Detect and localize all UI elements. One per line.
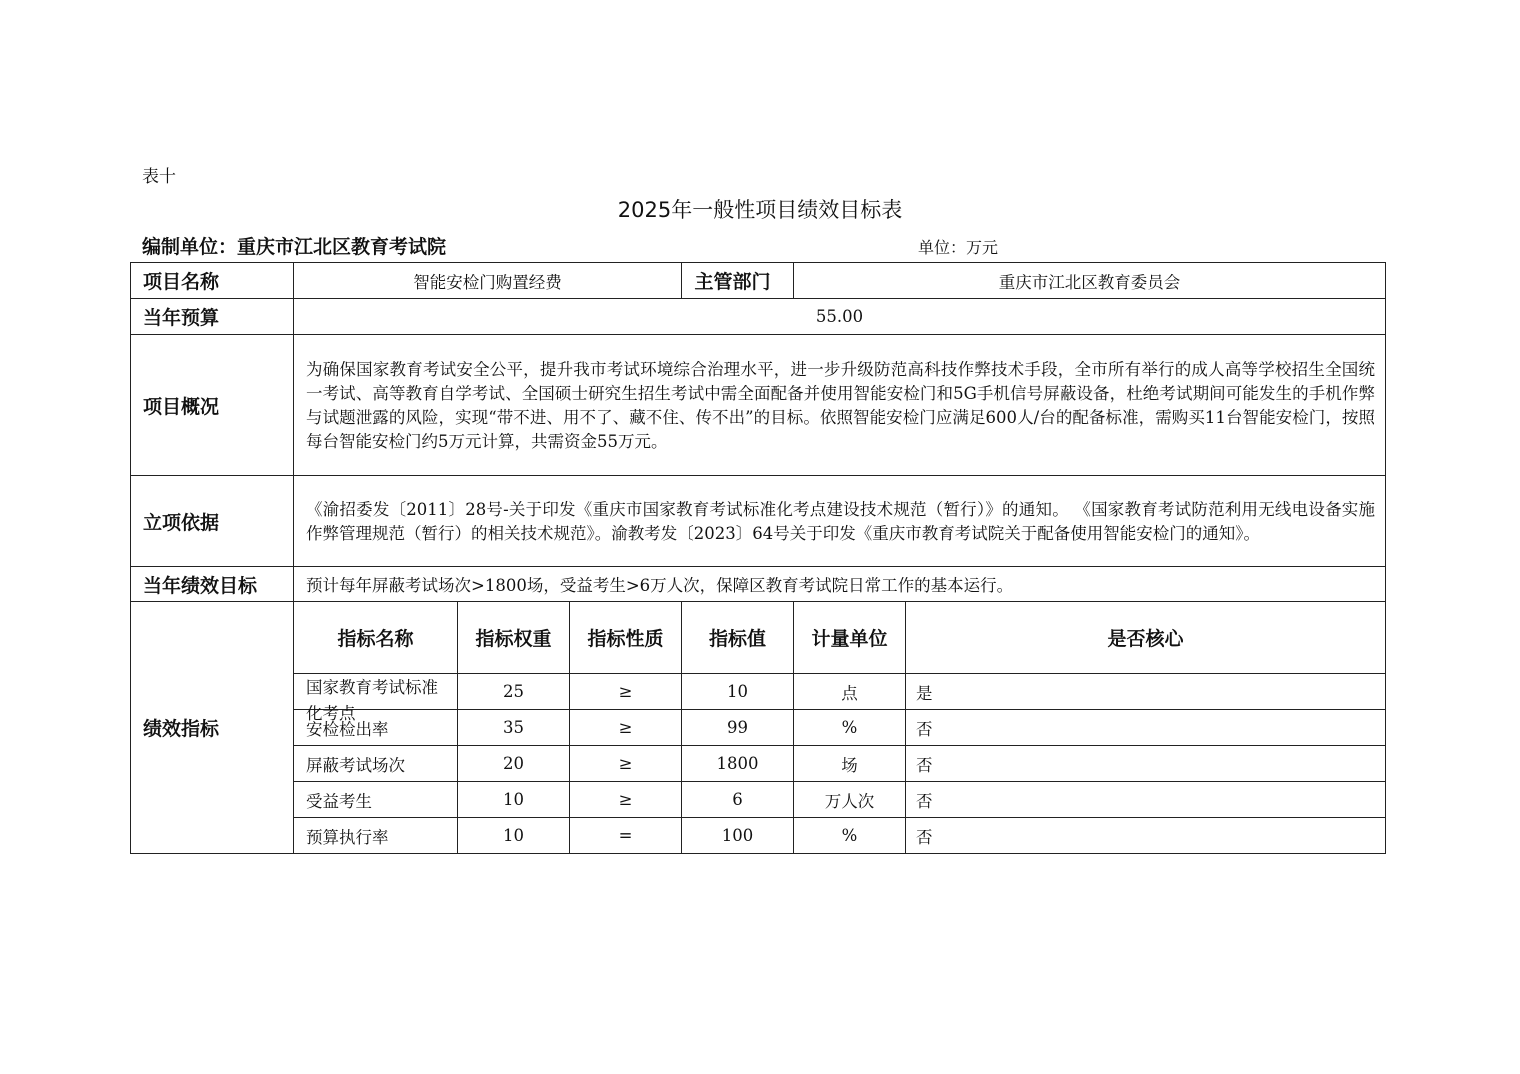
goal-text: 预计每年屏蔽考试场次>1800场，受益考生>6万人次，保障区教育考试院日常工作的基本运行。 — [294, 567, 1386, 602]
basis-row — [131, 476, 1386, 567]
overview-row — [131, 335, 1386, 476]
basis-text: 《渝招委发〔2011〕28号-关于印发《重庆市国家教育考试标准化考点建设技术规范（暂行）》的通知。 《国家教育考试防范利用无线电设备实施作弊管理规范（暂行）的相关技术规范》。渝教考发〔2023〕64号关于印发《重庆市教育考试院关于配备使用智能安检门的通知》。 — [294, 476, 1386, 567]
indicator-header-name: 指标名称 — [294, 602, 458, 674]
indicator-unit: % — [794, 818, 906, 854]
department-label: 主管部门 — [682, 263, 794, 299]
indicator-header-value: 指标值 — [682, 602, 794, 674]
indicator-unit: 万人次 — [794, 782, 906, 818]
project-name-value: 智能安检门购置经费 — [294, 263, 682, 299]
indicator-weight: 10 — [458, 818, 570, 854]
indicator-header-nature: 指标性质 — [570, 602, 682, 674]
indicators-label: 绩效指标 — [131, 602, 294, 854]
indicator-weight: 35 — [458, 710, 570, 746]
indicator-nature: ≥ — [570, 674, 682, 710]
indicator-core: 是 — [906, 674, 1386, 710]
table-row — [131, 818, 1386, 854]
indicator-core: 否 — [906, 818, 1386, 854]
indicator-name: 受益考生 — [294, 782, 458, 818]
indicator-weight: 10 — [458, 782, 570, 818]
indicator-header-unit: 计量单位 — [794, 602, 906, 674]
indicator-nature: = — [570, 818, 682, 854]
overview-text: 为确保国家教育考试安全公平，提升我市考试环境综合治理水平，进一步升级防范高科技作弊技术手段，全市所有举行的成人高等学校招生全国统一考试、高等教育自学考试、全国硕士研究生招生考试中需全面配备并使用智能安检门和5G手机信号屏蔽设备，杜绝考试期间可能发生的手机作弊与试题泄露的风险，实现“带不进、用不了、藏不住、传不出”的目标。依照智能安检门应满足600人/台的配备标准，需购买11台智能安检门，按照每台智能安检门约5万元计算，共需资金55万元。 — [294, 335, 1386, 476]
budget-value: 55.00 — [294, 299, 1386, 335]
table-row — [131, 782, 1386, 818]
department-value: 重庆市江北区教育委员会 — [794, 263, 1386, 299]
indicator-unit: % — [794, 710, 906, 746]
indicator-core: 否 — [906, 782, 1386, 818]
indicator-header-weight: 指标权重 — [458, 602, 570, 674]
compiler-unit: 编制单位：重庆市江北区教育考试院 — [142, 236, 447, 258]
indicator-value: 99 — [682, 710, 794, 746]
indicator-header-row — [131, 602, 1386, 674]
indicator-weight: 20 — [458, 746, 570, 782]
table-row — [131, 674, 1386, 710]
budget-label: 当年预算 — [131, 299, 294, 335]
basis-label: 立项依据 — [131, 476, 294, 567]
project-name-row — [131, 263, 1386, 299]
indicator-value: 6 — [682, 782, 794, 818]
indicator-value: 1800 — [682, 746, 794, 782]
currency-unit: 单位：万元 — [918, 238, 999, 257]
indicator-name: 预算执行率 — [294, 818, 458, 854]
table-row — [131, 746, 1386, 782]
goal-row — [131, 567, 1386, 602]
goal-label: 当年绩效目标 — [131, 567, 294, 602]
indicator-nature: ≥ — [570, 710, 682, 746]
overview-label: 项目概况 — [131, 335, 294, 476]
indicator-name: 屏蔽考试场次 — [294, 746, 458, 782]
indicator-core: 否 — [906, 746, 1386, 782]
indicator-nature: ≥ — [570, 782, 682, 818]
indicator-value: 10 — [682, 674, 794, 710]
indicator-weight: 25 — [458, 674, 570, 710]
indicator-unit: 场 — [794, 746, 906, 782]
indicator-nature: ≥ — [570, 746, 682, 782]
indicator-value: 100 — [682, 818, 794, 854]
indicator-name: 国家教育考试标准化考点 — [306, 677, 438, 723]
indicator-name: 安检检出率 — [294, 710, 458, 746]
budget-row — [131, 299, 1386, 335]
project-name-label: 项目名称 — [131, 263, 294, 299]
indicator-unit: 点 — [794, 674, 906, 710]
indicator-core: 否 — [906, 710, 1386, 746]
table-label: 表十 — [142, 167, 176, 187]
indicator-header-core: 是否核心 — [906, 602, 1386, 674]
performance-target-table — [130, 262, 1386, 854]
page-title: 2025年一般性项目绩效目标表 — [617, 198, 903, 222]
